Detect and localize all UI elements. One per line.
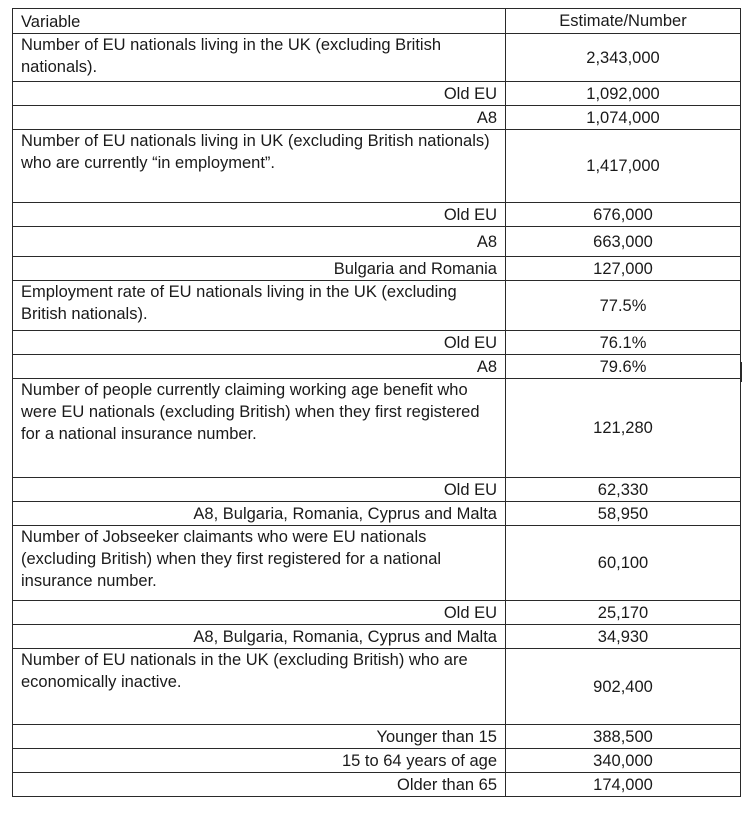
row-value: 174,000 xyxy=(506,773,741,797)
row-label: Old EU xyxy=(13,203,506,227)
table-row xyxy=(13,227,741,257)
row-value: 663,000 xyxy=(506,227,741,257)
table-row xyxy=(13,625,741,649)
row-label: A8, Bulgaria, Romania, Cyprus and Malta xyxy=(13,625,506,649)
row-label: Younger than 15 xyxy=(13,725,506,749)
row-value: 388,500 xyxy=(506,725,741,749)
row-label: A8 xyxy=(13,106,506,130)
row-value: 127,000 xyxy=(506,257,741,281)
data-table xyxy=(12,8,741,797)
table-row xyxy=(13,601,741,625)
row-value: 1,092,000 xyxy=(506,82,741,106)
table-row xyxy=(13,34,741,82)
row-value: 1,074,000 xyxy=(506,106,741,130)
row-value: 2,343,000 xyxy=(506,34,741,82)
row-label: Old EU xyxy=(13,601,506,625)
row-value: 79.6% xyxy=(506,355,741,379)
table-row xyxy=(13,106,741,130)
table-row xyxy=(13,82,741,106)
row-value: 676,000 xyxy=(506,203,741,227)
row-label: Old EU xyxy=(13,82,506,106)
row-label: Older than 65 xyxy=(13,773,506,797)
row-label: Employment rate of EU nationals living in the UK (excluding British nationals). xyxy=(13,281,506,331)
row-label: A8 xyxy=(13,227,506,257)
table-row xyxy=(13,379,741,478)
row-label: A8, Bulgaria, Romania, Cyprus and Malta xyxy=(13,502,506,526)
row-label: Number of EU nationals living in UK (excluding British nationals) who are currently “in employment”. xyxy=(13,130,506,203)
table-row xyxy=(13,203,741,227)
table-row xyxy=(13,281,741,331)
table-row xyxy=(13,725,741,749)
table-row xyxy=(13,478,741,502)
row-value: 60,100 xyxy=(506,526,741,601)
row-label: A8 xyxy=(13,355,506,379)
table-row xyxy=(13,502,741,526)
row-value: 58,950 xyxy=(506,502,741,526)
row-label: 15 to 64 years of age xyxy=(13,749,506,773)
row-label: Old EU xyxy=(13,331,506,355)
row-value: 121,280 xyxy=(506,379,741,478)
row-label: Number of Jobseeker claimants who were EU nationals (excluding British) when they first registered for a national insurance number. xyxy=(13,526,506,601)
row-value: 902,400 xyxy=(506,649,741,725)
row-label: Old EU xyxy=(13,478,506,502)
row-label: Number of people currently claiming working age benefit who were EU nationals (excluding British) when they first registered for a national insurance number. xyxy=(13,379,506,478)
header-variable: Variable xyxy=(13,9,506,34)
table-row xyxy=(13,130,741,203)
row-value: 1,417,000 xyxy=(506,130,741,203)
row-value: 25,170 xyxy=(506,601,741,625)
border-tick-mark xyxy=(741,362,742,382)
table-row xyxy=(13,749,741,773)
row-value: 340,000 xyxy=(506,749,741,773)
row-value: 62,330 xyxy=(506,478,741,502)
table-row xyxy=(13,355,741,379)
row-label: Bulgaria and Romania xyxy=(13,257,506,281)
table-row xyxy=(13,526,741,601)
row-value: 76.1% xyxy=(506,331,741,355)
row-label: Number of EU nationals living in the UK (excluding British nationals). xyxy=(13,34,506,82)
row-value: 34,930 xyxy=(506,625,741,649)
table-row xyxy=(13,257,741,281)
table-row xyxy=(13,773,741,797)
table-header-row xyxy=(13,9,741,34)
table-row xyxy=(13,649,741,725)
row-value: 77.5% xyxy=(506,281,741,331)
table-row xyxy=(13,331,741,355)
header-estimate: Estimate/Number xyxy=(506,9,741,34)
row-label: Number of EU nationals in the UK (excluding British) who are economically inactive. xyxy=(13,649,506,725)
